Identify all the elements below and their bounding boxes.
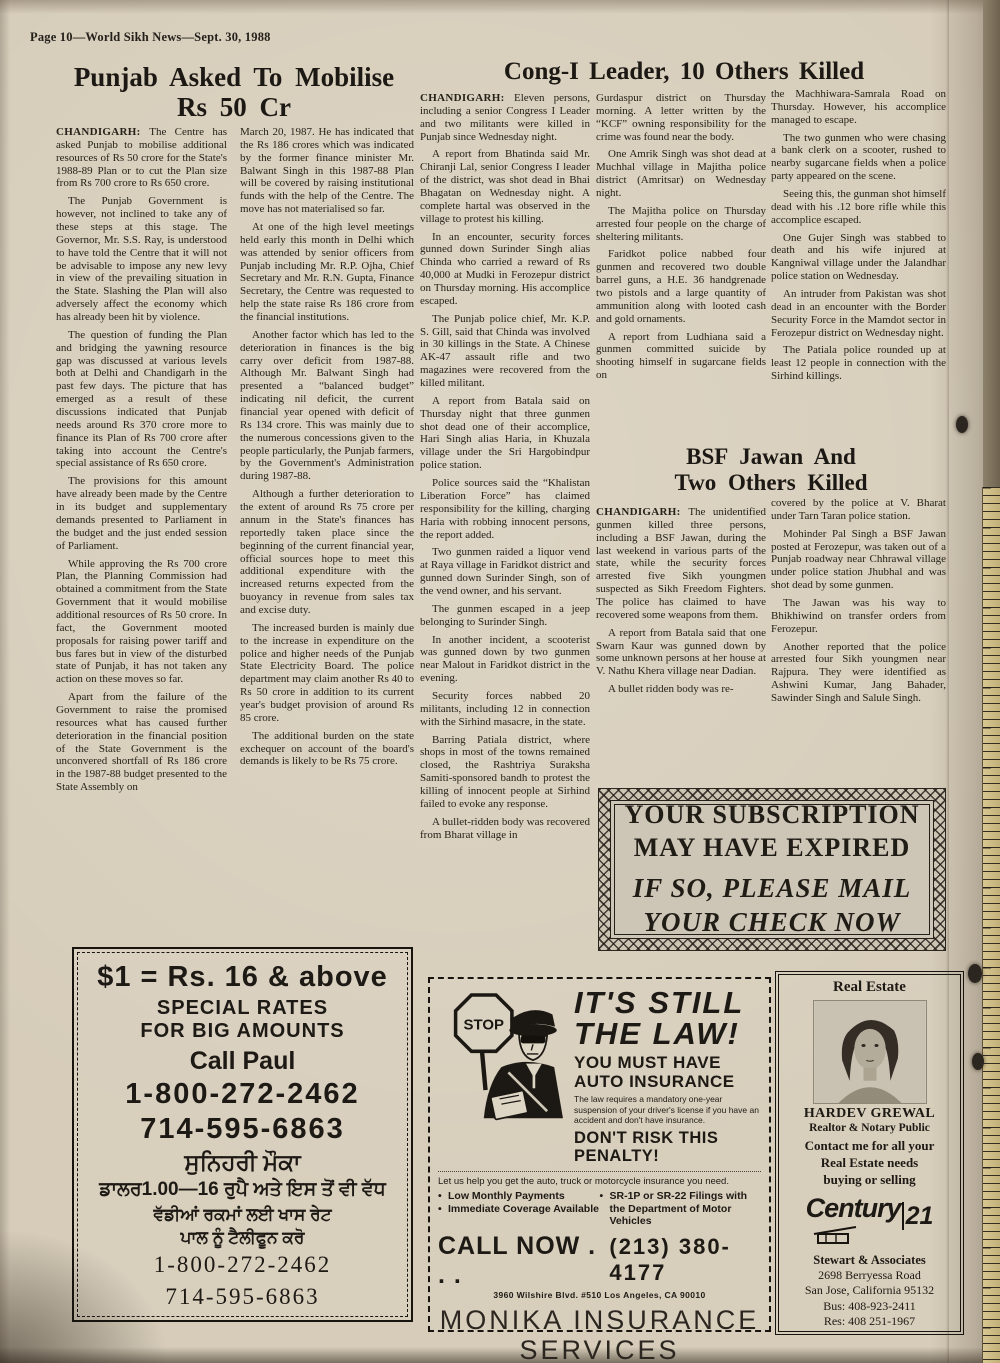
subscription-text-4: YOUR CHECK NOW [643, 907, 901, 937]
headline-punjab-line2: Rs 50 Cr [177, 92, 291, 123]
punch-hole [972, 1053, 984, 1070]
paragraph: One Gujer Singh was stabbed to death and his wife injured at Kangniwal village under the Jalandhar police station on Wednesday. [771, 231, 946, 283]
paragraph: Gurdaspur district on Thursday morning. A letter written by the “KCF” owning responsibility for the crime was found near the body. [596, 92, 766, 143]
paragraph: CHANDIGARH: Eleven persons, including a senior Congress I Leader and two militants were killed in Punjab since Wednesday night. [420, 92, 590, 143]
insurance-address: 3960 Wilshire Blvd. #510 Los Angeles, CA 90010 [493, 1290, 706, 1300]
headline-bsf [596, 444, 946, 496]
article-cong-column-3 [771, 88, 946, 444]
real-estate-tag: Real Estate [833, 979, 906, 995]
real-estate-firm: Stewart & Associates [813, 1252, 926, 1267]
paragraph: At one of the high level meetings held early this month in Delhi which was attended by senior officers from Punjab including Mr. R.P. Ojha, Chief Secretary and Mr. R.N. Gupta, Finance Secretary, the Centre was requested to help the state raise Rs 186 crore from the financial institutions. [240, 221, 414, 324]
real-estate-phone-bus: Bus: 408-923-2411 [823, 1298, 916, 1313]
paragraph: Another reported that the police arrested four Sikh youngmen near Rajpura. They were identified as Ashwini Kumar, Jang Bahader, Sawinder Singh and Salule Singh. [771, 640, 946, 705]
contact-line-3: buying or selling [823, 1171, 916, 1187]
insurance-bullets-left [438, 1190, 600, 1228]
exchange-punjabi-call: ਪਾਲ ਨੂੰ ਟੈਲੀਫੂਨ ਕਰੋ [180, 1227, 305, 1247]
paragraph: Seeing this, the gunman shot himself dead with his .12 bore rifle while this accomplice escaped. [771, 188, 946, 226]
paragraph: The increased burden is mainly due to the increase in expenditure on the police and higher needs of the Punjab State Electricity Board. The police department may claim another Rs 40 to Rs 50 crore in addition to its current year's budget provision of around Rs 85 crore. [240, 621, 414, 724]
page-edge-shadow [946, 0, 949, 1363]
real-estate-phone-res: Res: 408 251-1967 [823, 1314, 916, 1329]
realtor-contact-text [784, 1138, 955, 1189]
insurance-call-now: CALL NOW . . . [438, 1232, 597, 1289]
portrait-face [854, 1029, 886, 1070]
paragraph: Another factor which has led to the deterioration in finances is the big carry over deficit from 1987-88. Although Mr. Balwant Singh had presented a “balanced budget” indicating nil deficit, the current financial year opened with deficit of Rs 134 crore. This was mainly due to the numerous concessions given to the people particularly, the Punjab farmers, by the Government's Administration during 1987-88. [240, 328, 414, 483]
paragraph: the Machhiwara-Samrala Road on Thursday. However, his accomplice managed to escape. [771, 88, 946, 126]
real-estate-address-1: 2698 Berryessa Road [818, 1267, 921, 1282]
paragraph: The Punjab Government is however, not inclined to take any of these steps at this stage. The Governor, Mr. S.S. Ray, is understood to have told the Centre that it will not be advisable to impose any new levy in view of the prevailing situation in the State. Slashing the Plan will also adversely affect the economy which has already been hit by violence. [56, 195, 227, 324]
paragraph: A report from Bhatinda said Mr. Chiranji Lal, senior Congress I leader of the district, was shot dead in Bhai Bhagatan on Wednesday night. A complete hartal was observed in the village to protest his killing. [420, 148, 590, 225]
paragraph: The additional burden on the state exchequer on account of the board's demands is likely to be Rs 75 crore. [240, 729, 414, 768]
paragraph: The two gunmen who were chasing a bank clerk on a scooter, rushed to nearby sugarcane fields when a police party appeared on the scene. [771, 131, 946, 183]
realtor-portrait-photo [813, 1000, 927, 1104]
article-cong-column-1 [420, 92, 590, 966]
insurance-warning-2: PENALTY! [574, 1147, 660, 1166]
exchange-rate-headline: $1 = Rs. 16 & above [97, 961, 388, 993]
exchange-phone-4: 714-595-6863 [165, 1284, 320, 1310]
exchange-punjabi-special: ਵੱਡੀਆਂ ਰਕਮਾਂ ਲਈ ਖਾਸ ਰੇਟ [153, 1204, 332, 1224]
paragraph: Two gunmen raided a liquor vend at Raya village in Faridkot district and gunned down Surinder Singh, son of the vend owner, and his servant. [420, 546, 590, 597]
paragraph: covered by the police at V. Bharat under Tarn Taran police station. [771, 497, 946, 522]
paragraph: Security forces nabbed 20 militants, including 12 in connection with the Sirhind masacre, in the state. [420, 689, 590, 728]
paragraph: CHANDIGARH: The unidentified gunmen killed three persons, including a BSF Jawan, during the last weekend in various parts of the state, while the security forces arrested five Sikh youngmen suspected as Sikh Freedom Fighters. The police has claimed to have recovered some weapons from them. [596, 506, 766, 621]
paragraph: Police sources said the “Khalistan Liberation Force” has claimed responsibility for the killing, charging Haria with robbing innocent persons, the report added. [420, 477, 590, 541]
paragraph: Although a further deterioration to the extent of around Rs 75 crore per annum in the State's finances has reportedly taken place since the beginning of the current financial year, official sources hope to meet this additional expenditure with the increased returns expected from the buoyancy in revenue from sales tax and excise duty. [240, 488, 414, 616]
insurance-call-row [438, 1232, 761, 1290]
paragraph: In another incident, a scooterist was gunned down by two gunmen near Malout in Faridkot district in the evening. [420, 633, 590, 685]
punch-hole [968, 964, 982, 983]
paragraph: While approving the Rs 700 crore Plan, the Planning Commission had obtained a commitment from the State Government that it would mobilise additional resources of Rs 50 crore. In fact, the Government mooted proposals for raising power tariff and bus fares but in view of the disturbed state of Punjab, it has not taken any action on these moves so far. [56, 557, 227, 686]
real-estate-address-2: San Jose, California 95132 [804, 1283, 935, 1298]
page-header: Page 10—World Sikh News—Sept. 30, 1988 [30, 30, 271, 44]
paragraph: A report from Ludhiana said a gunmen committed suicide by shooting himself in sugarcane fields on [596, 330, 766, 382]
paragraph: Faridkot police nabbed four gunmen and recovered two double barrel guns, a H.E. 36 handgrenade two pistols and a large quantity of ammunition along with looted cash and gold ornaments. [596, 248, 766, 325]
paragraph: The question of funding the Plan and bridging the yawning resource gap was discussed at various levels both at Delhi and Chandigarh in the past few days. The picture that has emerged as a result of these discussions indicated that Punjab needs around Rs 370 crore more to finance its Plan of Rs 700 crore after taking into account the Centre's special assistance of Rs 650 crore. [56, 328, 227, 470]
paragraph: Apart from the failure of the Government to raise the promised resources what has caused further deterioration in the financial position of the State Government is the unconvered shortfall of Rs 186 crore in the 1987-88 budget presented to the State Assembly on [56, 691, 227, 794]
insurance-company-name [438, 1306, 761, 1363]
insurance-header-text [574, 985, 761, 1165]
paragraph: The gunmen escaped in a jeep belonging to Surinder Singh. [420, 602, 590, 628]
subscription-notice-box [598, 788, 946, 951]
paragraph: The Punjab police chief, Mr. K.P. S. Gill, said that Chinda was involved in 30 killings in the State. A Chinese AK-47 assault rifle and two magazines were recovered from the killed militant. [420, 312, 590, 390]
paragraph: A bullet ridden body was re- [608, 683, 734, 696]
exchange-punjabi-heading: ਸੁਨਿਹਰੀ ਮੌਕਾ [184, 1149, 301, 1176]
insurance-lead-line: Let us help you get the auto, truck or motorcycle insurance you need. [438, 1171, 761, 1187]
insurance-bullets-right [600, 1190, 762, 1228]
insurance-must-have [574, 1054, 761, 1091]
subscription-text-2: MAY HAVE EXPIRED [633, 832, 911, 862]
bullet-sr-filings: • SR-1P or SR-22 Filings with the Department of Motor Vehicles [600, 1190, 762, 1228]
contact-line-2: Real Estate needs [820, 1154, 919, 1170]
svg-text:STOP: STOP [463, 1016, 504, 1034]
realtor-title: Realtor & Notary Public [809, 1122, 930, 1134]
ad-real-estate [778, 974, 961, 1332]
paragraph: Mohinder Pal Singh a BSF Jawan posted at Ferozepur, was taken out of a Punjab roadway near Chhrawal village under police station Jhubhal and was shot dead by some gunmen. [771, 527, 946, 592]
insurance-bullets [438, 1190, 761, 1228]
ruler [982, 487, 1000, 1363]
headline-punjab [58, 62, 410, 122]
house-icon [812, 1225, 870, 1245]
article-bsf-column-2 [771, 497, 946, 787]
exchange-punjabi-rate: ਡਾਲਰ1.00—16 ਰੁਪੈ ਅਤੇ ਇਸ ਤੋਂ ਵੀ ਵੱਧ [99, 1179, 386, 1201]
contact-line-1: Contact me for all your [804, 1138, 935, 1153]
paragraph: The Jawan was his way to Bhikhiwind on transfer orders from Ferozepur. [771, 597, 946, 635]
insurance-fine-print: The law requires a mandatory one-year suspension of your driver's license if you have an accident and don't have insurance. [574, 1094, 759, 1125]
paragraph: A bullet-ridden body was recovered from Bharat village in [420, 815, 590, 841]
exchange-subhead-2: FOR BIG AMOUNTS [140, 1020, 345, 1043]
paragraph: Barring Patiala district, where shops in most of the towns remained closed, the Rashtriya Suraksha Samiti-sponsored bandh to protest the killing of innocent people at Sirhind failed to evoke any response. [420, 733, 590, 810]
insurance-company-line1: MONIKA INSURANCE [439, 1305, 760, 1335]
headline-bsf-line1: BSF Jawan And [686, 444, 856, 469]
paragraph: A report from Batala said that one Swarn Kaur was gunned down by some unknown persons at her house at V. Nathu Khera village near Dadian. [596, 626, 766, 678]
subscription-text-3: IF SO, PLEASE MAIL [632, 873, 912, 904]
paragraph: March 20, 1987. He has indicated that the Rs 186 crores which was indicated by the former finance minister Mr. Balwant Singh in this 1987-88 Plan will be covered by raising institutional funds with the help of the Centre. The move has not materialised so far. [240, 126, 414, 216]
headline-cong: Cong-I Leader, 10 Others Killed [503, 58, 865, 85]
insurance-warning [574, 1129, 761, 1165]
century21-wordmark: Century [805, 1192, 901, 1223]
insurance-headline-2: THE LAW! [574, 1016, 740, 1051]
bullet-low-payments: • Low Monthly Payments [438, 1190, 600, 1203]
ad-exchange-rate-inner [77, 952, 408, 1317]
insurance-company-line2: SERVICES [519, 1334, 680, 1363]
subscription-text-1: YOUR SUBSCRIPTION [624, 800, 920, 830]
ad-insurance [428, 977, 771, 1363]
realtor-name: HARDEV GREWAL [803, 1106, 936, 1121]
exchange-subhead-1: SPECIAL RATES [156, 997, 329, 1020]
paragraph: The Patiala police rounded up at least 12 people in connection with the Sirhind killings. [771, 344, 946, 383]
exchange-phone-2: 714-595-6863 [140, 1113, 345, 1146]
insurance-top-row [438, 985, 761, 1165]
headline-bsf-line2: Two Others Killed [674, 469, 868, 495]
paragraph: An intruder from Pakistan was shot dead in an encounter with the Border Security Force in the Mamdot sector in Ferozepur district on Wednesday night. [771, 288, 946, 339]
exchange-subhead [82, 997, 403, 1043]
century21-number: 21 [902, 1202, 934, 1230]
exchange-call-paul: Call Paul [189, 1046, 296, 1075]
article-cong-column-2 [596, 92, 766, 444]
paragraph: CHANDIGARH: The Centre has asked Punjab to mobilise additional resources of Rs 50 crore for the State's 1988-89 Plan or to cut the Plan size from Rs 700 crore to Rs 650 crore. [56, 126, 227, 190]
paragraph: A report from Batala said on Thursday night that three gunmen shot dead one of their accomplice, Hari Singh alias Haria, in Khuzala village under the Sri Hargobindpur police station. [420, 394, 590, 472]
exchange-phone-3: 1-800-272-2462 [153, 1252, 332, 1278]
insurance-headline-1: IT'S STILL [574, 985, 745, 1020]
subscription-line-italic [613, 872, 931, 940]
headline-punjab-line1: Punjab Asked To Mobilise [73, 62, 395, 92]
ad-exchange-rate [72, 947, 413, 1322]
paragraph: The Majitha police on Thursday arrested four people on the charge of sheltering militants. [596, 204, 766, 243]
subscription-notice-inner [610, 800, 934, 939]
insurance-must-1: YOU MUST HAVE [574, 1053, 721, 1072]
punch-hole [956, 416, 968, 433]
paragraph: One Amrik Singh was shot dead at Muchhal village in Majitha police district (Amritsar) on Wednesday night. [596, 148, 766, 200]
subscription-line [613, 799, 931, 864]
paragraph: The provisions for this amount have already been made by the Centre in its budget and supplementary demands presented to Parliament in the budget and the just ended session of Parliament. [56, 475, 227, 552]
article-punjab-column-1 [56, 126, 227, 948]
paragraph: In an encounter, security forces gunned down Surinder Singh alias Chinda who carried a reward of Rs 40,000 at Mudki in Ferozepur district on Thursday morning. His accomplice escaped. [420, 230, 590, 307]
bullet-immediate-coverage: • Immediate Coverage Available [438, 1203, 600, 1216]
century21-logo [784, 1193, 955, 1249]
article-punjab-column-2 [240, 126, 414, 948]
exchange-phone-1: 1-800-272-2462 [125, 1077, 360, 1110]
insurance-phone: (213) 380-4177 [609, 1234, 731, 1285]
insurance-must-2: AUTO INSURANCE [574, 1071, 735, 1091]
article-bsf-column-1 [596, 506, 766, 784]
insurance-warning-1: DON'T RISK THIS [574, 1128, 719, 1147]
policeman-illustration [438, 985, 570, 1137]
scanner-edge [983, 0, 1000, 487]
sunglasses-icon [521, 1035, 546, 1043]
